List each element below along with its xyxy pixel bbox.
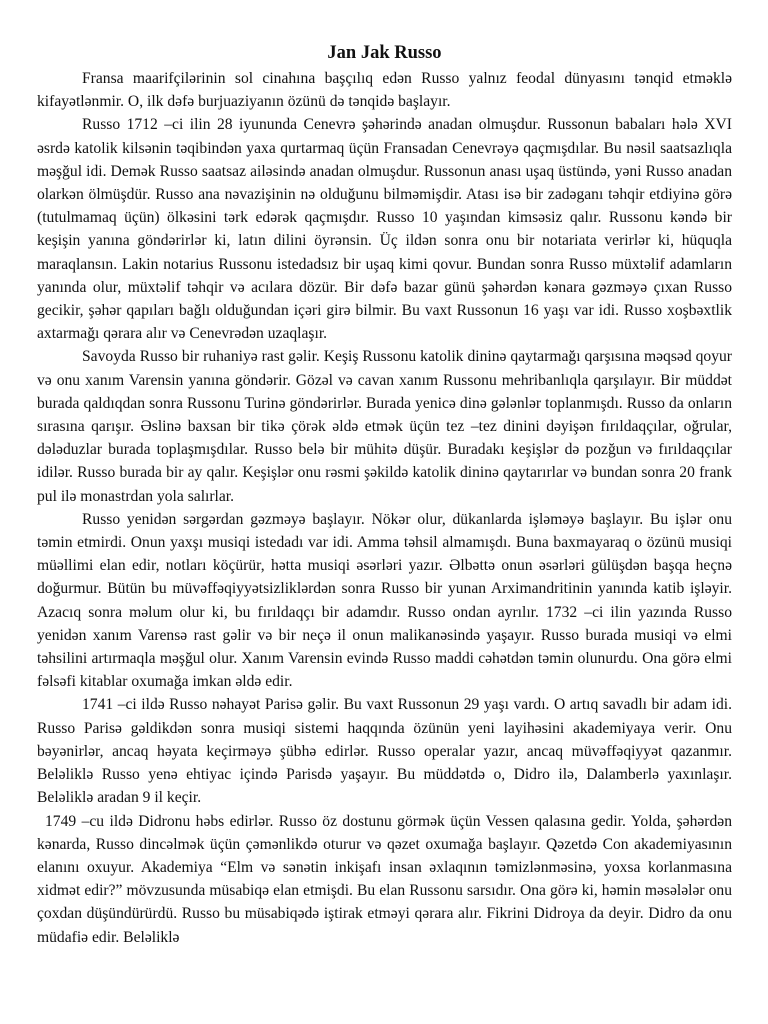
document-title: Jan Jak Russo — [327, 43, 442, 63]
paragraph-biography: Russo 1712 –ci ilin 28 iyununda Cenevrə şəhərində anadan olmuşdur. Russonun babaları hələ XVI əsrdə katolik kilsənin təqibindən yaxa qurtarmaq üçün Fransadan Cenevrəyə qaçmışdılar. Bu nəsil saatsazlıqla məşğul idi. Demək Russo saatsaz ailəsində anadan olmuşdur. Russonun anası uşaq üstündə, yəni Russo anadan olarkən ölmüşdür. Russo ana nəvazişinin nə olduğunu bilməmişdir. Atası isə bir zadəganı təhqir etdiyinə görə (tutulmamaq üçün) ölkəsini tərk edərək qaçmışdır. Russo 10 yaşından kimsəsiz qalır. Russonu kəndə bir keşişin yanına göndərirlər ki, latın dilini öyrənsin. Üç ildən sonra onu bir notariata verirlər ki, hüquqla maraqlansın. Lakin notarius Russonu istedadsız bir uşaq kimi qovur. Bundan sonra Russo müxtəlif adamların yanında olur, müxtəlif təhqir və acılara dözür. Bir dəfə bazar günü şəhərdən kənara gəzməyə çıxan Russo gecikir, şəhər qapıları bağlı olduğundan içəri girə bilmir. Bu vaxt Russonun 16 yaşı var idi. Russo xoşbəxtlik axtarmağı qərara alır və Cenevrədən uzaqlaşır. — [37, 116, 732, 343]
paragraph-wandering: Russo yenidən sərgərdan gəzməyə başlayır. Nökər olur, dükanlarda işləməyə başlayır. Bu işlər onu təmin etmirdi. Onun yaxşı musiqi istedadı var idi. Amma təhsil almamışdı. Buna baxmayaraq o özünü musiqi müəllimi elan edir, notları köçürür, hətta musiqi əsərləri yazır. Əlbəttə onun əsərləri gülüşdən başqa heçnə doğurmur. Bütün bu müvəffəqiyyətsizliklərdən sonra Russo bir yunan Arximandritinin yanında katib işləyir. Azacıq sonra məlum olur ki, bu fırıldaqçı bir adamdır. Russo ondan ayrılır. 1732 –ci ilin yazında Russo yenidən xanım Varensə rast gəlir və bir neçə il onun malikanəsində yaşayır. Russo burada musiqi və elmi təhsilini artırmaqla məşğul olur. Xanım Varensin evində Russo maddi cəhətdən təmin olunurdu. Ona görə elmi fəlsəfi kitablar oxumağa imkan əldə edir. — [37, 510, 732, 691]
paragraph-intro: Fransa maarifçilərinin sol cinahına başçılıq edən Russo yalnız feodal dünyasını tənqid etməklə kifayətlənmir. O, ilk dəfə burjuaziyanın özünü də tənqidə başlayır. — [37, 70, 732, 111]
paragraph-paris: 1741 –ci ildə Russo nəhayət Parisə gəlir. Bu vaxt Russonun 29 yaşı vardı. O artıq savadlı bir adam idi. Russo Parisə gəldikdən sonra musiqi sistemi haqqında özünün yeni layihəsini akademiyaya verir. Onu bəyənirlər, ancaq həyata keçirməyə şübhə edirlər. Russo operalar yazır, ancaq müvəffəqiyyət qazanmır. Beləliklə Russo yenə ehtiyac içində Parisdə yaşayır. Bu müddətdə o, Didro ilə, Dalamberlə yaxınlaşır. Beləliklə aradan 9 il keçir. — [37, 696, 732, 807]
paragraph-savoy: Savoyda Russo bir ruhaniyə rast gəlir. Keşiş Russonu katolik dininə qaytarmağı qarşısına məqsəd qoyur və onu xanım Varensin yanına göndərir. Gözəl və cavan xanım Russonu mehribanlıqla qarşılayır. Bir müddət burada qaldıqdan sonra Russonu Turinə göndərirlər. Burada yenicə dinə gələnlər toplanmışdı. Russo da onların sırasına qarışır. Əslinə baxsan bir tikə çörək əldə etmək üçün tez –tez dinini dəyişən fırıldaqçılar, oğrular, dələduzlar burada toplaşmışdılar. Russo belə bir mühitə düşür. Buradakı keşişlər də pozğun və fırıldaqçılar idilər. Russo burada bir ay qalır. Keşişlər onu rəsmi şəkildə katolik dininə qaytarırlar və bundan sonra 20 frank pul ilə monastrdan yola salırlar. — [37, 348, 732, 505]
paragraph-didro: 1749 –cu ildə Didronu həbs edirlər. Russo öz dostunu görmək üçün Vessen qalasına gedir. Yolda, şəhərdən kənarda, Russo dincəlmək üçün çəmənlikdə oturur və qəzet oxumağa başlayır. Qəzetdə Con akademiyasının elanını oxuyur. Akademiya “Elm və sənətin inkişafı insan əxlaqının təmizlənməsinə, yoxsa korlanmasına xidmət edir?” mövzusunda müsabiqə elan etmişdi. Bu elan Russonu sarsıdır. Ona görə ki, həmin məsələlər onu çoxdan düşündürürdü. Russo bu müsabiqədə iştirak etməyi qərara alır. Fikrini Didroya da deyir. Didro da onu müdafiə edir. Beləliklə — [37, 812, 732, 946]
